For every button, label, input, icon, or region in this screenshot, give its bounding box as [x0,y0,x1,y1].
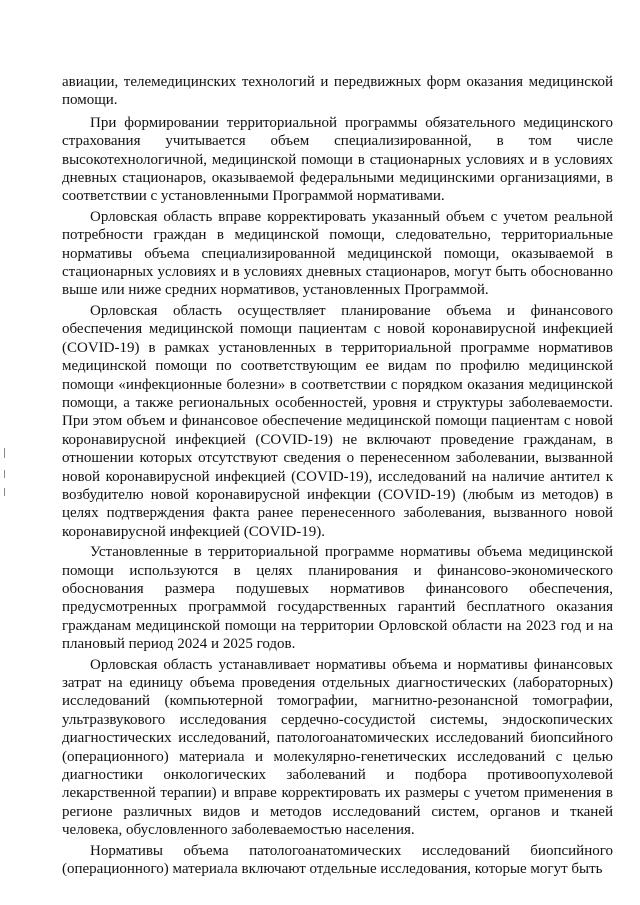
paragraph-continuation: авиации, телемедицинских технологий и передвижных форм оказания медицинской помощи. [62,74,613,109]
paragraph-covid-planning: Орловская область осуществляет планирование объема и финансового обеспечения медицинской помощи пациентам с новой коронавирусной инфекцией (COVID-19) в рамках установленных в территориальной программе нормативов медицинской помощи по соответствующим ее видам по профилю медицинской помощи «инфекционные болезни» в соответствии с порядком оказания медицинской помощи, а также региональных особенностей, уровня и структуры заболеваемости. При этом объем и финансовое обеспечение медицинской помощи пациентам с новой коронавирусной инфекцией (COVID-19) не включают проведение гражданам, в отношении которых отсутствуют сведения о перенесенном заболевании, вызванной новой коронавирусной инфекцией (COVID-19), исследований на наличие антител к возбудителю новой коронавирусной инфекции (COVID-19) (любым из методов) в целях подтверждения факта ранее перенесенного заболевания, вызванного новой коронавирусной инфекцией (COVID-19). [62,302,613,540]
paragraph-normatives-usage: Установленные в территориальной программе нормативы объема медицинской помощи используются в целях планирования и финансово-экономического обоснования размера подушевых нормативов финансового обеспечения, предусмотренных программой государственных гарантий бесплатного оказания гражданам медицинской помощи на территории Орловской области на 2023 год и на плановый период 2024 и 2025 годов. [62,544,613,653]
margin-mark-middle [4,470,5,478]
paragraph-pathology-normatives: Нормативы объема патологоанатомических исследований биопсийного (операционного) материала включают отдельные исследования, которые могут быть [62,842,613,878]
document-page [62,73,613,878]
paragraph-oms-program: При формировании территориальной программы обязательного медицинского страхования учитывается объем специализированной, в том числе высокотехнологичной, медицинской помощи в стационарных условиях и в условиях дневных стационаров, оказываемой федеральными медицинскими организациями, в соответствии с установленными Программой нормативами. [62,114,613,205]
margin-mark-top [4,448,5,458]
paragraph-volume-correction: Орловская область вправе корректировать указанный объем с учетом реальной потребности граждан в медицинской помощи, следовательно, территориальные нормативы объема специализированной медицинской помощи, оказываемой в стационарных условиях и в условиях дневных стационаров, могут быть обоснованно выше или ниже средних нормативов, установленных Программой. [62,208,613,299]
margin-mark-bottom [4,488,5,496]
paragraph-diagnostic-normatives: Орловская область устанавливает нормативы объема и нормативы финансовых затрат на единицу объема проведения отдельных диагностических (лабораторных) исследований (компьютерной томографии, магнитно-резонансной томографии, ультразвукового исследования сердечно-сосудистой системы, эндоскопических диагностических исследований, патологоанатомических исследований биопсийного (операционного) материала и молекулярно-генетических исследований с целью диагностики онкологических заболеваний и подбора противоопухолевой лекарственной терапии) и вправе корректировать их размеры с учетом применения в регионе различных видов и методов исследований систем, органов и тканей человека, обусловленного заболеваемостью населения. [62,656,613,839]
